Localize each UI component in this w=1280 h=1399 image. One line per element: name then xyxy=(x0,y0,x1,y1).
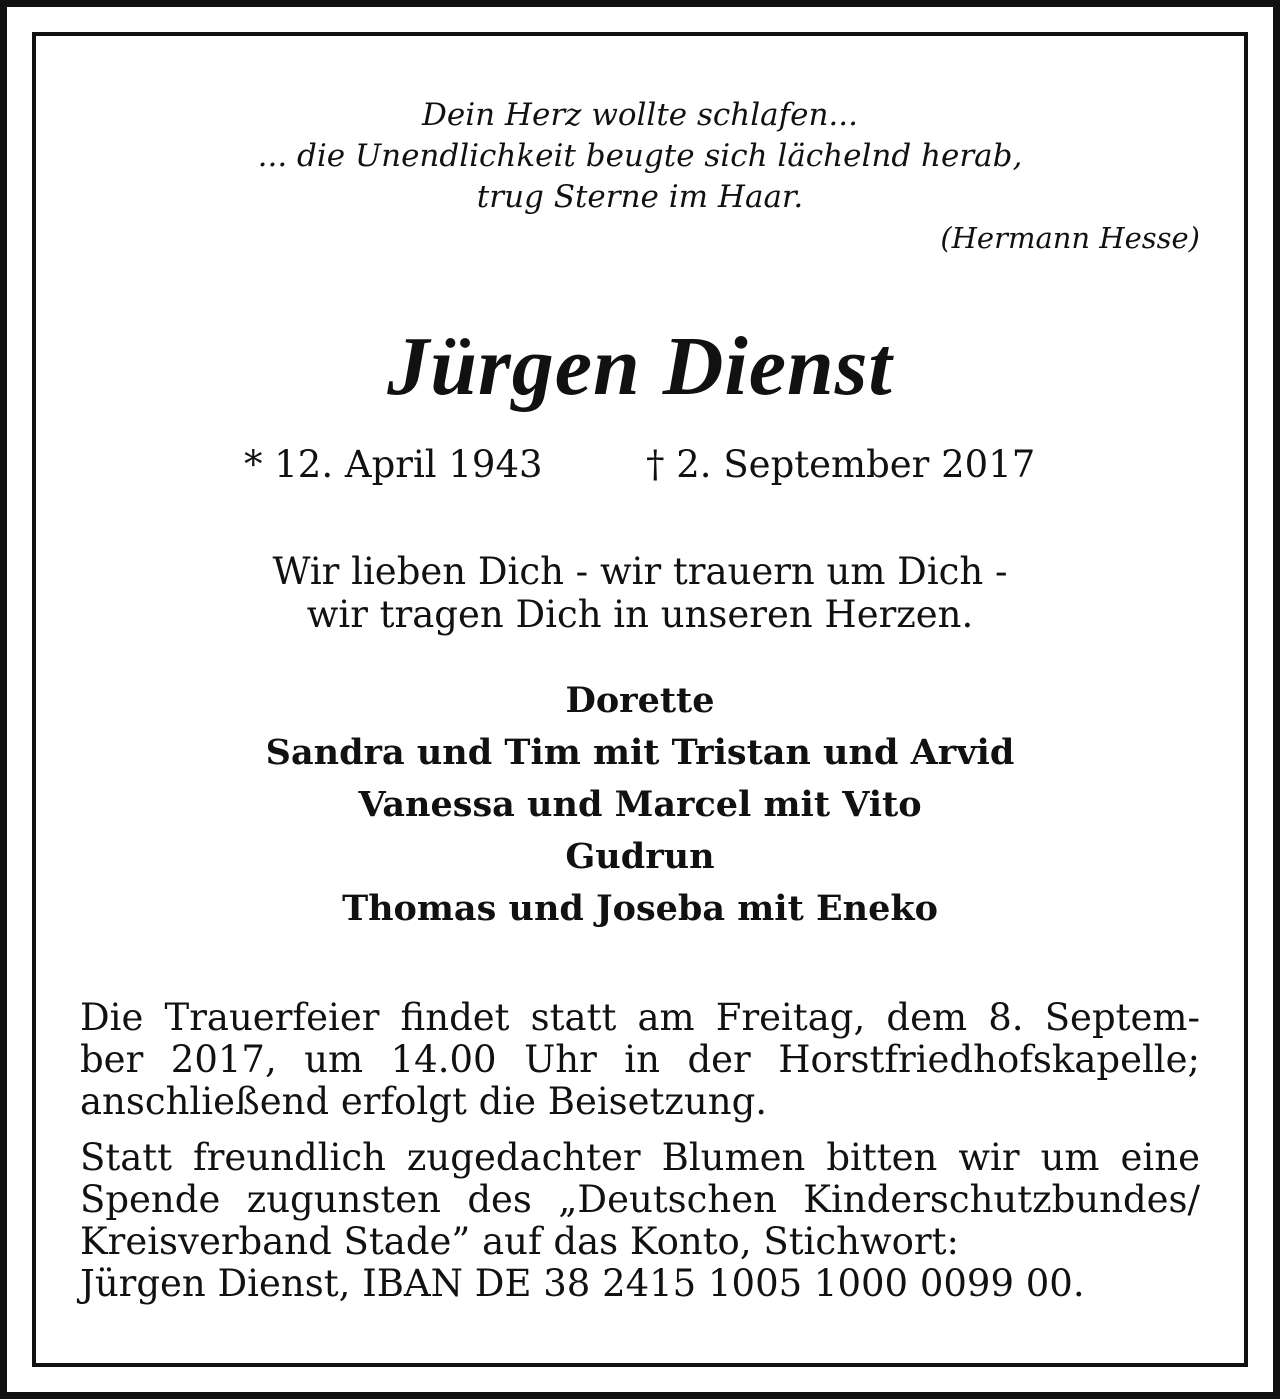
family-member: Thomas und Joseba mit Eneko xyxy=(342,888,938,929)
deceased-name: Jürgen Dienst xyxy=(387,320,893,413)
poem-author: (Hermann Hesse) xyxy=(940,221,1200,255)
text-line: anschließend erfolgt die Beisetzung. xyxy=(80,1080,768,1123)
poem-quote xyxy=(80,95,1200,218)
donation-paragraph xyxy=(80,1137,1200,1305)
text-line: Statt freundlich zugedachter Blumen bitten wir um eine xyxy=(80,1136,1200,1179)
poem-line: trug Sterne im Haar. xyxy=(476,179,804,215)
text-line: Spende zugunsten des „Deutschen Kinderschutzbundes/ xyxy=(80,1178,1200,1221)
death-date: † 2. September 2017 xyxy=(646,443,1036,486)
mourning-message xyxy=(80,550,1200,636)
family-member: Vanessa und Marcel mit Vito xyxy=(358,784,922,825)
poem-line: ... die Unendlichkeit beugte sich lächelnd herab, xyxy=(257,138,1023,174)
poem-line: Dein Herz wollte schlafen... xyxy=(422,97,858,133)
family-list xyxy=(80,675,1200,935)
text-line: Die Trauerfeier findet statt am Freitag, dem 8. Septem- xyxy=(80,996,1200,1039)
text-line: ber 2017, um 14.00 Uhr in der Horstfriedhofskapelle; xyxy=(80,1038,1200,1081)
mourning-line: wir tragen Dich in unseren Herzen. xyxy=(306,593,974,636)
life-dates xyxy=(80,440,1200,490)
ceremony-paragraph xyxy=(80,997,1200,1123)
funeral-notice xyxy=(80,997,1200,1305)
family-member: Sandra und Tim mit Tristan und Arvid xyxy=(265,732,1015,773)
family-member: Dorette xyxy=(565,680,715,721)
text-line: Kreisverband Stade” auf das Konto, Stichwort: xyxy=(80,1220,959,1263)
mourning-line: Wir lieben Dich - wir trauern um Dich - xyxy=(272,550,1008,593)
family-member: Gudrun xyxy=(565,836,715,877)
birth-date: * 12. April 1943 xyxy=(244,443,543,486)
text-line: Jürgen Dienst, IBAN DE 38 2415 1005 1000 0099 00. xyxy=(80,1262,1085,1305)
